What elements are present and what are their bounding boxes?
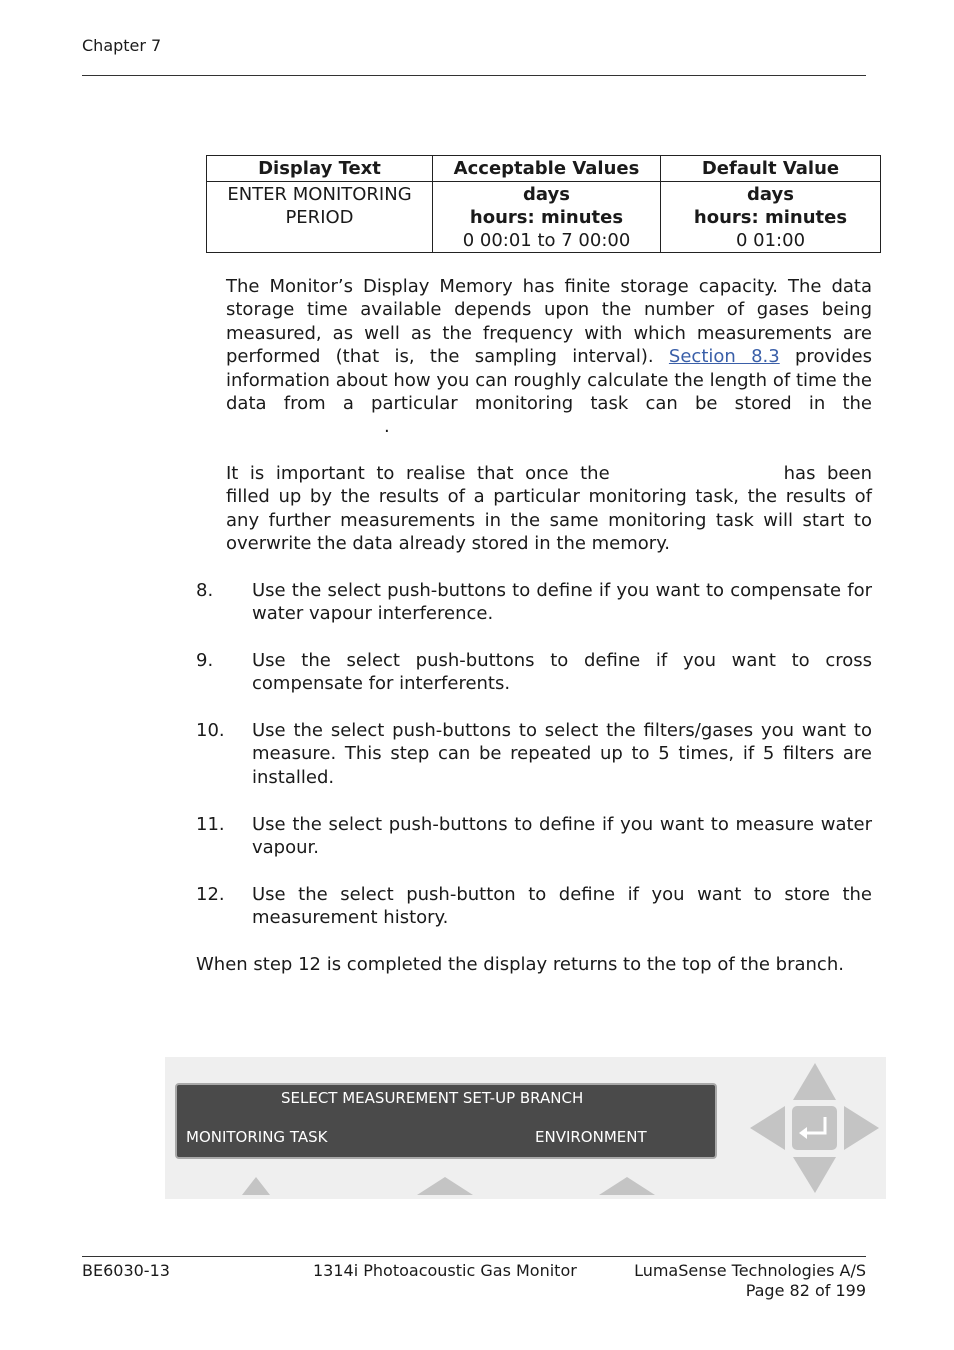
- step-number: 9.: [196, 650, 214, 671]
- footer-doc-id: BE6030-13: [82, 1261, 170, 1280]
- lcd-title: SELECT MEASUREMENT SET-UP BRANCH: [281, 1089, 584, 1107]
- step-text: Use the select push-buttons to define if you want to compensate for water vapour interference.: [252, 580, 872, 625]
- step-text: Use the select push-buttons to define if you want to measure water vapour.: [252, 814, 872, 859]
- section-link[interactable]: Section 8.3: [668, 346, 780, 368]
- arrow-right-icon[interactable]: [844, 1106, 879, 1150]
- arrow-up-icon[interactable]: [793, 1063, 836, 1100]
- paragraph-end: .: [384, 416, 390, 438]
- paragraph-text: has been filled up by the results of a particular monitoring task, the results of any further measurements in the same monitoring task will start to overwrite the data already stored in the memory.: [226, 463, 872, 555]
- paragraph-text: It is important to realise that once the: [226, 463, 610, 484]
- paragraph-overwrite: [226, 462, 872, 556]
- arrow-down-icon[interactable]: [793, 1157, 836, 1193]
- footer-rule: [82, 1256, 866, 1257]
- paragraph-text: provides information about how you can roughly calculate the length of time the data from a particular monitoring task can be stored in the: [226, 346, 872, 415]
- cell-acceptable-values: [433, 182, 661, 253]
- acceptable-unit-days: days: [523, 184, 570, 205]
- cell-default-value: [661, 182, 881, 253]
- closing-paragraph: When step 12 is completed the display returns to the top of the branch.: [196, 954, 844, 975]
- enter-button[interactable]: [792, 1106, 837, 1150]
- soft-key-left-up-icon[interactable]: [242, 1177, 270, 1195]
- paragraph-text: The Monitor’s Display Memory has finite storage capacity. The data storage time available depends upon the number of gases being measured, as well as the frequency with which measurements are performed (that is, the sampling interval).: [226, 276, 872, 368]
- default-value: 0 01:00: [735, 230, 806, 251]
- soft-key-middle-up-icon[interactable]: [417, 1177, 473, 1195]
- chapter-header: Chapter 7: [82, 36, 162, 55]
- footer-page-number: Page 82 of 199: [745, 1281, 866, 1300]
- lcd-option-environment: ENVIRONMENT: [535, 1128, 647, 1146]
- footer-company: LumaSense Technologies A/S: [634, 1261, 866, 1280]
- step-text: Use the select push-button to define if you want to store the measurement history.: [252, 884, 872, 929]
- step-number: 8.: [196, 580, 214, 601]
- column-header-display-text: Display Text: [207, 156, 433, 182]
- default-unit-hours: hours: minutes: [693, 207, 848, 228]
- settings-table: [206, 155, 881, 253]
- lcd-display: [175, 1083, 717, 1159]
- lcd-option-monitoring-task: MONITORING TASK: [186, 1128, 328, 1146]
- display-text-line1: ENTER MONITORING: [227, 184, 412, 205]
- arrow-left-icon[interactable]: [750, 1106, 785, 1150]
- step-number: 12.: [196, 884, 225, 905]
- step-number: 10.: [196, 720, 225, 741]
- footer-product: 1314i Photoacoustic Gas Monitor: [313, 1261, 577, 1280]
- column-header-default-value: Default Value: [661, 156, 881, 182]
- step-text: Use the select push-buttons to select the filters/gases you want to measure. This step can be repeated up to 5 times, if 5 filters are installed.: [252, 720, 872, 788]
- column-header-acceptable-values: Acceptable Values: [433, 156, 661, 182]
- step-number: 11.: [196, 814, 225, 835]
- display-text-line2: PERIOD: [285, 207, 354, 228]
- step-text: Use the select push-buttons to define if you want to cross compensate for interferents.: [252, 650, 872, 695]
- table-row: [207, 182, 881, 253]
- cell-display-text: [207, 182, 433, 253]
- acceptable-unit-hours: hours: minutes: [469, 207, 624, 228]
- soft-key-right-up-icon[interactable]: [599, 1177, 655, 1195]
- header-rule: [82, 75, 866, 76]
- default-unit-days: days: [747, 184, 794, 205]
- paragraph-display-memory: [226, 275, 872, 439]
- acceptable-range: 0 00:01 to 7 00:00: [462, 230, 631, 251]
